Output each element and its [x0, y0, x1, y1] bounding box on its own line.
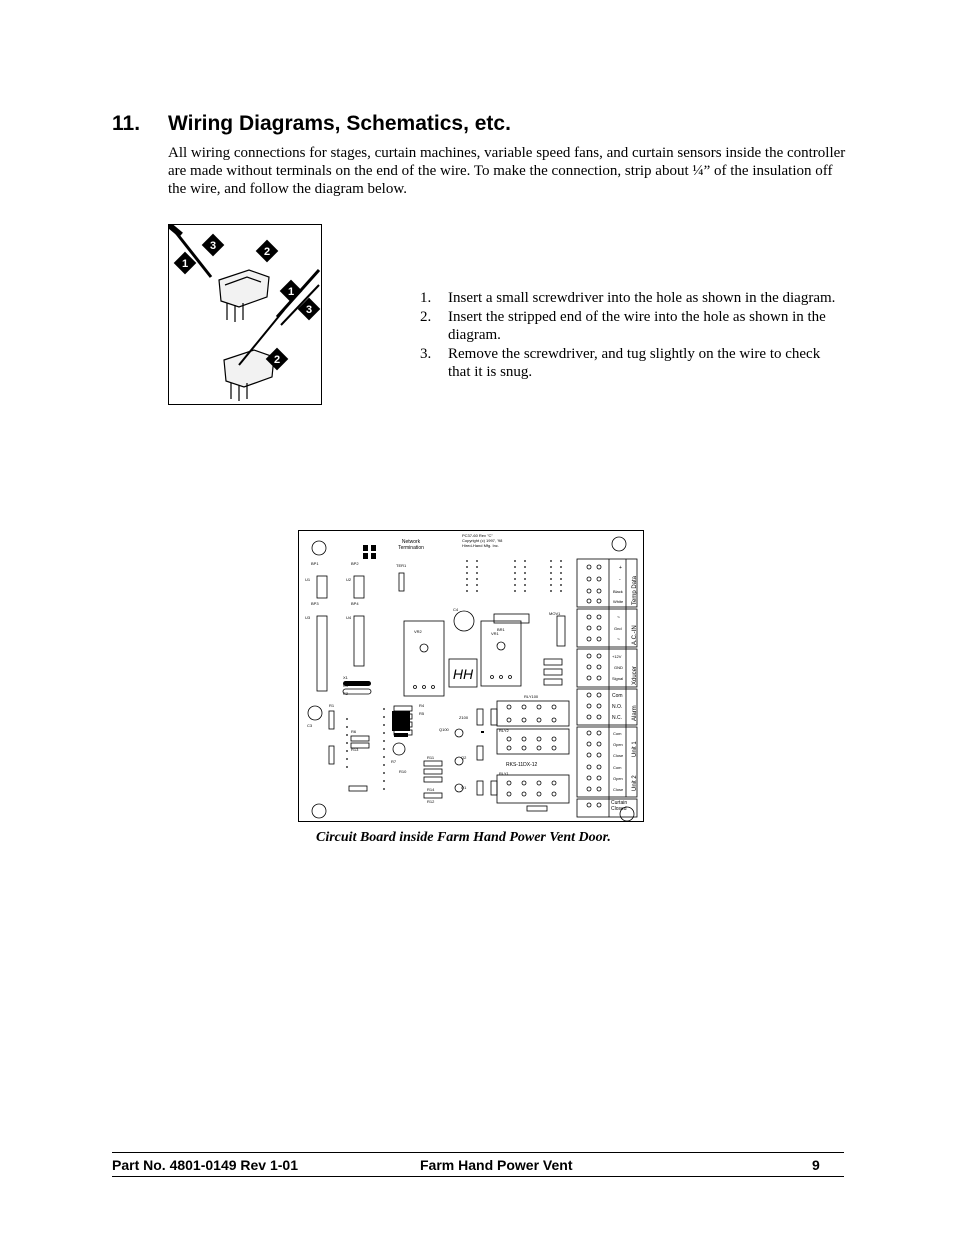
callout-3: 3 — [209, 240, 217, 252]
callout-2b: 2 — [273, 354, 281, 366]
intro-paragraph: All wiring connections for stages, curtain machines, variable speed fans, and curtain sensors inside the controller are made without terminals on the end of the wire. To make the connection, strip about ¼” of the insulation off the wire, and follow the diagram below. — [168, 145, 846, 197]
side-label-temp: Temp Data — [632, 575, 638, 605]
alarm-term-1: Com — [612, 693, 623, 699]
figure-caption: Circuit Board inside Farm Hand Power Vent Door. — [316, 830, 611, 845]
xducer-term-3: Signal — [612, 676, 624, 681]
comp-r12: R12 — [427, 799, 435, 804]
comp-r10: R10 — [399, 769, 407, 774]
curtain-label-1: Curtain — [611, 800, 628, 806]
step-item: 3. Remove the screwdriver, and tug slightly on the wire to check that it is snug. — [420, 345, 821, 380]
comp-mov1: MOV1 — [549, 611, 561, 616]
comp-vr1: VR1 — [491, 631, 499, 636]
comp-r7: R7 — [391, 759, 397, 764]
curtain-label-2: Closed — [611, 806, 627, 812]
comp-u2: U2 — [346, 577, 352, 582]
comp-rly100: RLY100 — [524, 694, 539, 699]
unit1-term-3: Close — [613, 753, 624, 758]
comp-r1: R1 — [329, 703, 335, 708]
xducer-term-2: GND — [614, 665, 623, 670]
comp-bp2: BP2 — [351, 561, 359, 566]
comp-bp4: BP4 — [351, 601, 359, 606]
instruction-steps — [420, 289, 845, 382]
comp-vr2: VR2 — [414, 629, 422, 634]
circuit-board-diagram — [298, 530, 644, 822]
section-heading — [112, 112, 511, 136]
comp-c4: C4 — [453, 607, 459, 612]
footer-page-number: 9 — [812, 1157, 820, 1173]
network-label-2: Termination — [398, 545, 424, 551]
footer-rule-bottom — [112, 1176, 844, 1177]
callout-2: 2 — [263, 246, 271, 258]
comp-c2: C2 — [343, 691, 349, 696]
comp-r13: R13 — [351, 747, 359, 752]
comp-r11: R11 — [427, 755, 435, 760]
copyright-line-2: Copyright (c) 1997, '98 — [462, 538, 503, 543]
comp-c3: C3 — [307, 723, 313, 728]
comp-u1: U1 — [305, 577, 311, 582]
copyright-line-1: PC37-60 Rev "C" — [462, 533, 493, 538]
side-label-alarm: Alarm — [632, 705, 638, 721]
temp-term-4: White — [613, 599, 624, 604]
comp-r4: R4 — [419, 703, 425, 708]
section-title: Wiring Diagrams, Schematics, etc. — [168, 112, 511, 135]
comp-bp1: BP1 — [311, 561, 319, 566]
section-number: 11. — [112, 112, 141, 135]
wiring-illustration — [168, 224, 322, 405]
comp-ter1: TER1 — [396, 563, 407, 568]
copyright-line-3: Hired-Hand Mfg. Inc. — [462, 543, 499, 548]
alarm-term-2: N.O. — [612, 704, 623, 710]
comp-rly2: RLY2 — [499, 728, 509, 733]
temp-term-3: Black — [613, 589, 623, 594]
temp-term-1: + — [619, 565, 622, 571]
comp-c1: C1 — [343, 683, 349, 688]
comp-bp3: BP3 — [311, 601, 319, 606]
footer-title: Farm Hand Power Vent — [420, 1157, 573, 1173]
comp-rly1: RLY1 — [499, 771, 509, 776]
comp-r6: R6 — [351, 729, 357, 734]
network-label-1: Network — [401, 539, 421, 545]
comp-u3: U3 — [305, 615, 311, 620]
comp-q1: Q1 — [461, 785, 467, 790]
ac-term-3: ~ — [617, 637, 620, 643]
comp-q100: Q100 — [439, 727, 449, 732]
side-label-unit1: Unit 1 — [632, 741, 638, 757]
relay-label: RKS-11DX-12 — [506, 762, 538, 768]
ac-term-2: Gnd — [614, 626, 622, 631]
comp-x1: X1 — [343, 675, 348, 680]
step-item: 1. Insert a small screwdriver into the hole as shown in the diagram. — [420, 290, 836, 306]
comp-z100: Z100 — [459, 715, 469, 720]
board-logo: HH — [452, 666, 474, 682]
callout-1b: 1 — [287, 286, 295, 298]
unit2-term-3: Close — [613, 787, 624, 792]
callout-1: 1 — [181, 258, 189, 270]
comp-br1: BR1 — [497, 627, 505, 632]
comp-r14: R14 — [427, 787, 435, 792]
temp-term-2: - — [619, 577, 621, 583]
side-label-unit2: Unit 2 — [632, 775, 638, 791]
comp-r5: R5 — [419, 711, 425, 716]
unit1-term-2: Open — [613, 742, 623, 747]
step-item: 2. Insert the stripped end of the wire into the hole as shown in the diagram. — [420, 308, 826, 343]
unit2-term-2: Open — [613, 776, 623, 781]
footer-rule-top — [112, 1152, 844, 1153]
callout-3b: 3 — [305, 304, 313, 316]
side-label-xducer: Xducer — [632, 665, 638, 685]
comp-u4: U4 — [346, 615, 352, 620]
footer-part-number: Part No. 4801-0149 Rev 1-01 — [112, 1157, 298, 1173]
unit2-term-1: Com — [613, 765, 622, 770]
unit1-term-1: Com — [613, 731, 622, 736]
alarm-term-3: N.C. — [612, 715, 622, 721]
ac-term-1: ~ — [617, 615, 620, 621]
comp-q2: Q2 — [461, 755, 467, 760]
xducer-term-1: +12V — [612, 654, 622, 659]
side-label-ac: A.C.-IN — [632, 625, 638, 645]
